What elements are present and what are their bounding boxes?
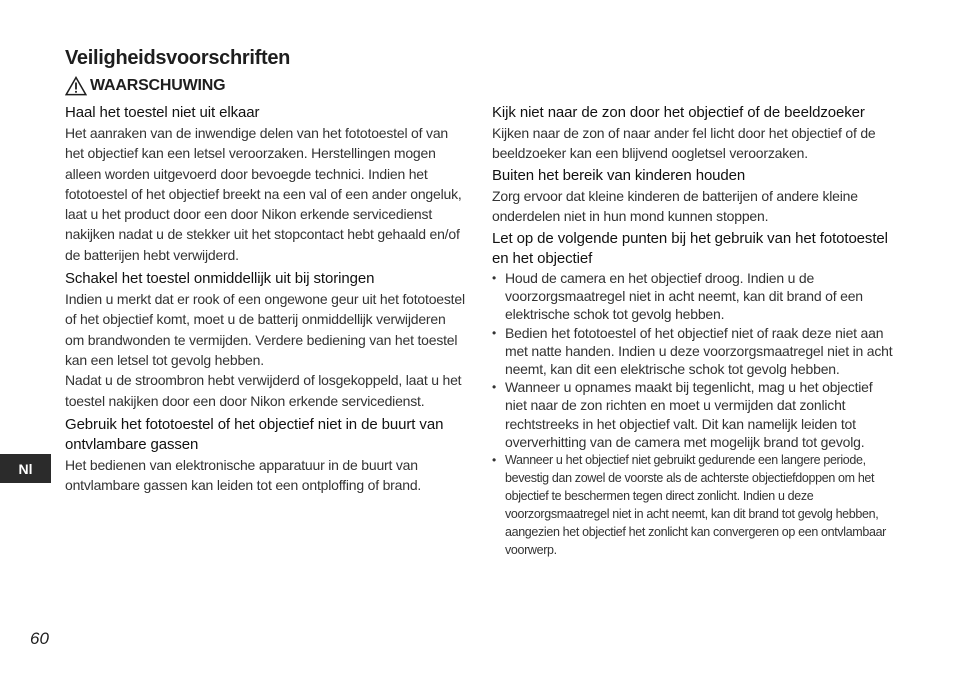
section-paragraph: Zorg ervoor dat kleine kinderen de batterijen of andere kleine onderdelen niet in hun mond kunnen stoppen. — [492, 188, 858, 224]
list-item: • Bedien het fototoestel of het objectief niet of raak deze niet aan met natte handen. Indien u deze voorzorgsmaatregel niet in acht neemt, kan dit een elektrische schok tot gevolg hebben. — [492, 324, 894, 379]
section-points — [492, 229, 894, 559]
section-heading: Let op de volgende punten bij het gebruik van het fototoestel en het objectief — [492, 230, 888, 267]
bullet-list — [492, 269, 894, 559]
warning-heading — [65, 74, 225, 98]
section-heading: Buiten het bereik van kinderen houden — [492, 167, 746, 184]
warning-triangle-icon — [65, 76, 87, 96]
page-title: Veiligheidsvoorschriften — [65, 47, 291, 69]
section-flammable-gas — [65, 415, 465, 496]
section-malfunction — [65, 269, 465, 411]
right-column — [492, 103, 894, 559]
left-column — [65, 103, 465, 499]
section-paragraph: Kijken naar de zon of naar ander fel licht door het objectief of de beeldzoeker kan een blijvend oogletsel veroorzaken. — [492, 125, 876, 161]
section-heading: Kijk niet naar de zon door het objectief of de beeldzoeker — [492, 104, 865, 121]
section-paragraph: Indien u merkt dat er rook of een ongewone geur uit het fototoestel of het objectief komt, moet u de batterij onmiddellijk verwijderen om brandwonden te vermijden. Verdere bediening van het toestel kan een letsel tot gevolg hebben. — [65, 291, 465, 368]
section-sun-viewing — [492, 103, 894, 163]
page-number: 60 — [30, 629, 49, 648]
list-item: • Wanneer u het objectief niet gebruikt gedurende een langere periode, bevestig dan zowel de voorste als de achterste objectiefdoppen om het objectief te beschermen tegen direct zonlicht. Indien u deze voorzorgsmaatregel niet in acht neemt, kan dit brand tot gevolg hebben, aangezien het objectief het zonlicht kan convergeren op een ontvlambaar voorwerp. — [492, 451, 894, 559]
section-heading: Haal het toestel niet uit elkaar — [65, 104, 260, 121]
section-paragraph: Het aanraken van de inwendige delen van het fototoestel of van het objectief kan een letsel veroorzaken. Herstellingen mogen alleen worden uitgevoerd door bevoegde technici. Indien het fototoestel of het objectief breekt na een val of een ander ongeluk, laat u het product door een door Nikon erkende servicedienst nakijken nadat u de stekker uit het stopcontact hebt gehaald en/of de batterijen hebt verwijderd. — [65, 125, 462, 263]
section-heading: Gebruik het fototoestel of het objectief niet in de buurt van ontvlambare gassen — [65, 415, 444, 453]
language-tab: Nl — [0, 454, 51, 483]
section-heading: Schakel het toestel onmiddellijk uit bij storingen — [65, 270, 375, 288]
section-paragraph: Het bedienen van elektronische apparatuur in de buurt van ontvlambare gassen kan leiden tot een ontploffing of brand. — [65, 456, 422, 494]
section-paragraph: Nadat u de stroombron hebt verwijderd of losgekoppeld, laat u het toestel nakijken door een door Nikon erkende servicedienst. — [65, 372, 462, 409]
list-item: • Wanneer u opnames maakt bij tegenlicht, mag u het objectief niet naar de zon richten en moet u vermijden dat zonlicht rechtstreeks in het objectief valt. Dit kan namelijk leiden tot oververhitting van de camera met mogelijk brand tot gevolg. — [492, 378, 894, 451]
section-children — [492, 166, 894, 226]
section-disassembly — [65, 103, 465, 265]
list-item: • Houd de camera en het objectief droog. Indien u de voorzorgsmaatregel niet in acht neemt, kan dit brand of een elektrische schok tot gevolg hebben. — [492, 269, 894, 324]
warning-label: WAARSCHUWING — [90, 77, 226, 94]
